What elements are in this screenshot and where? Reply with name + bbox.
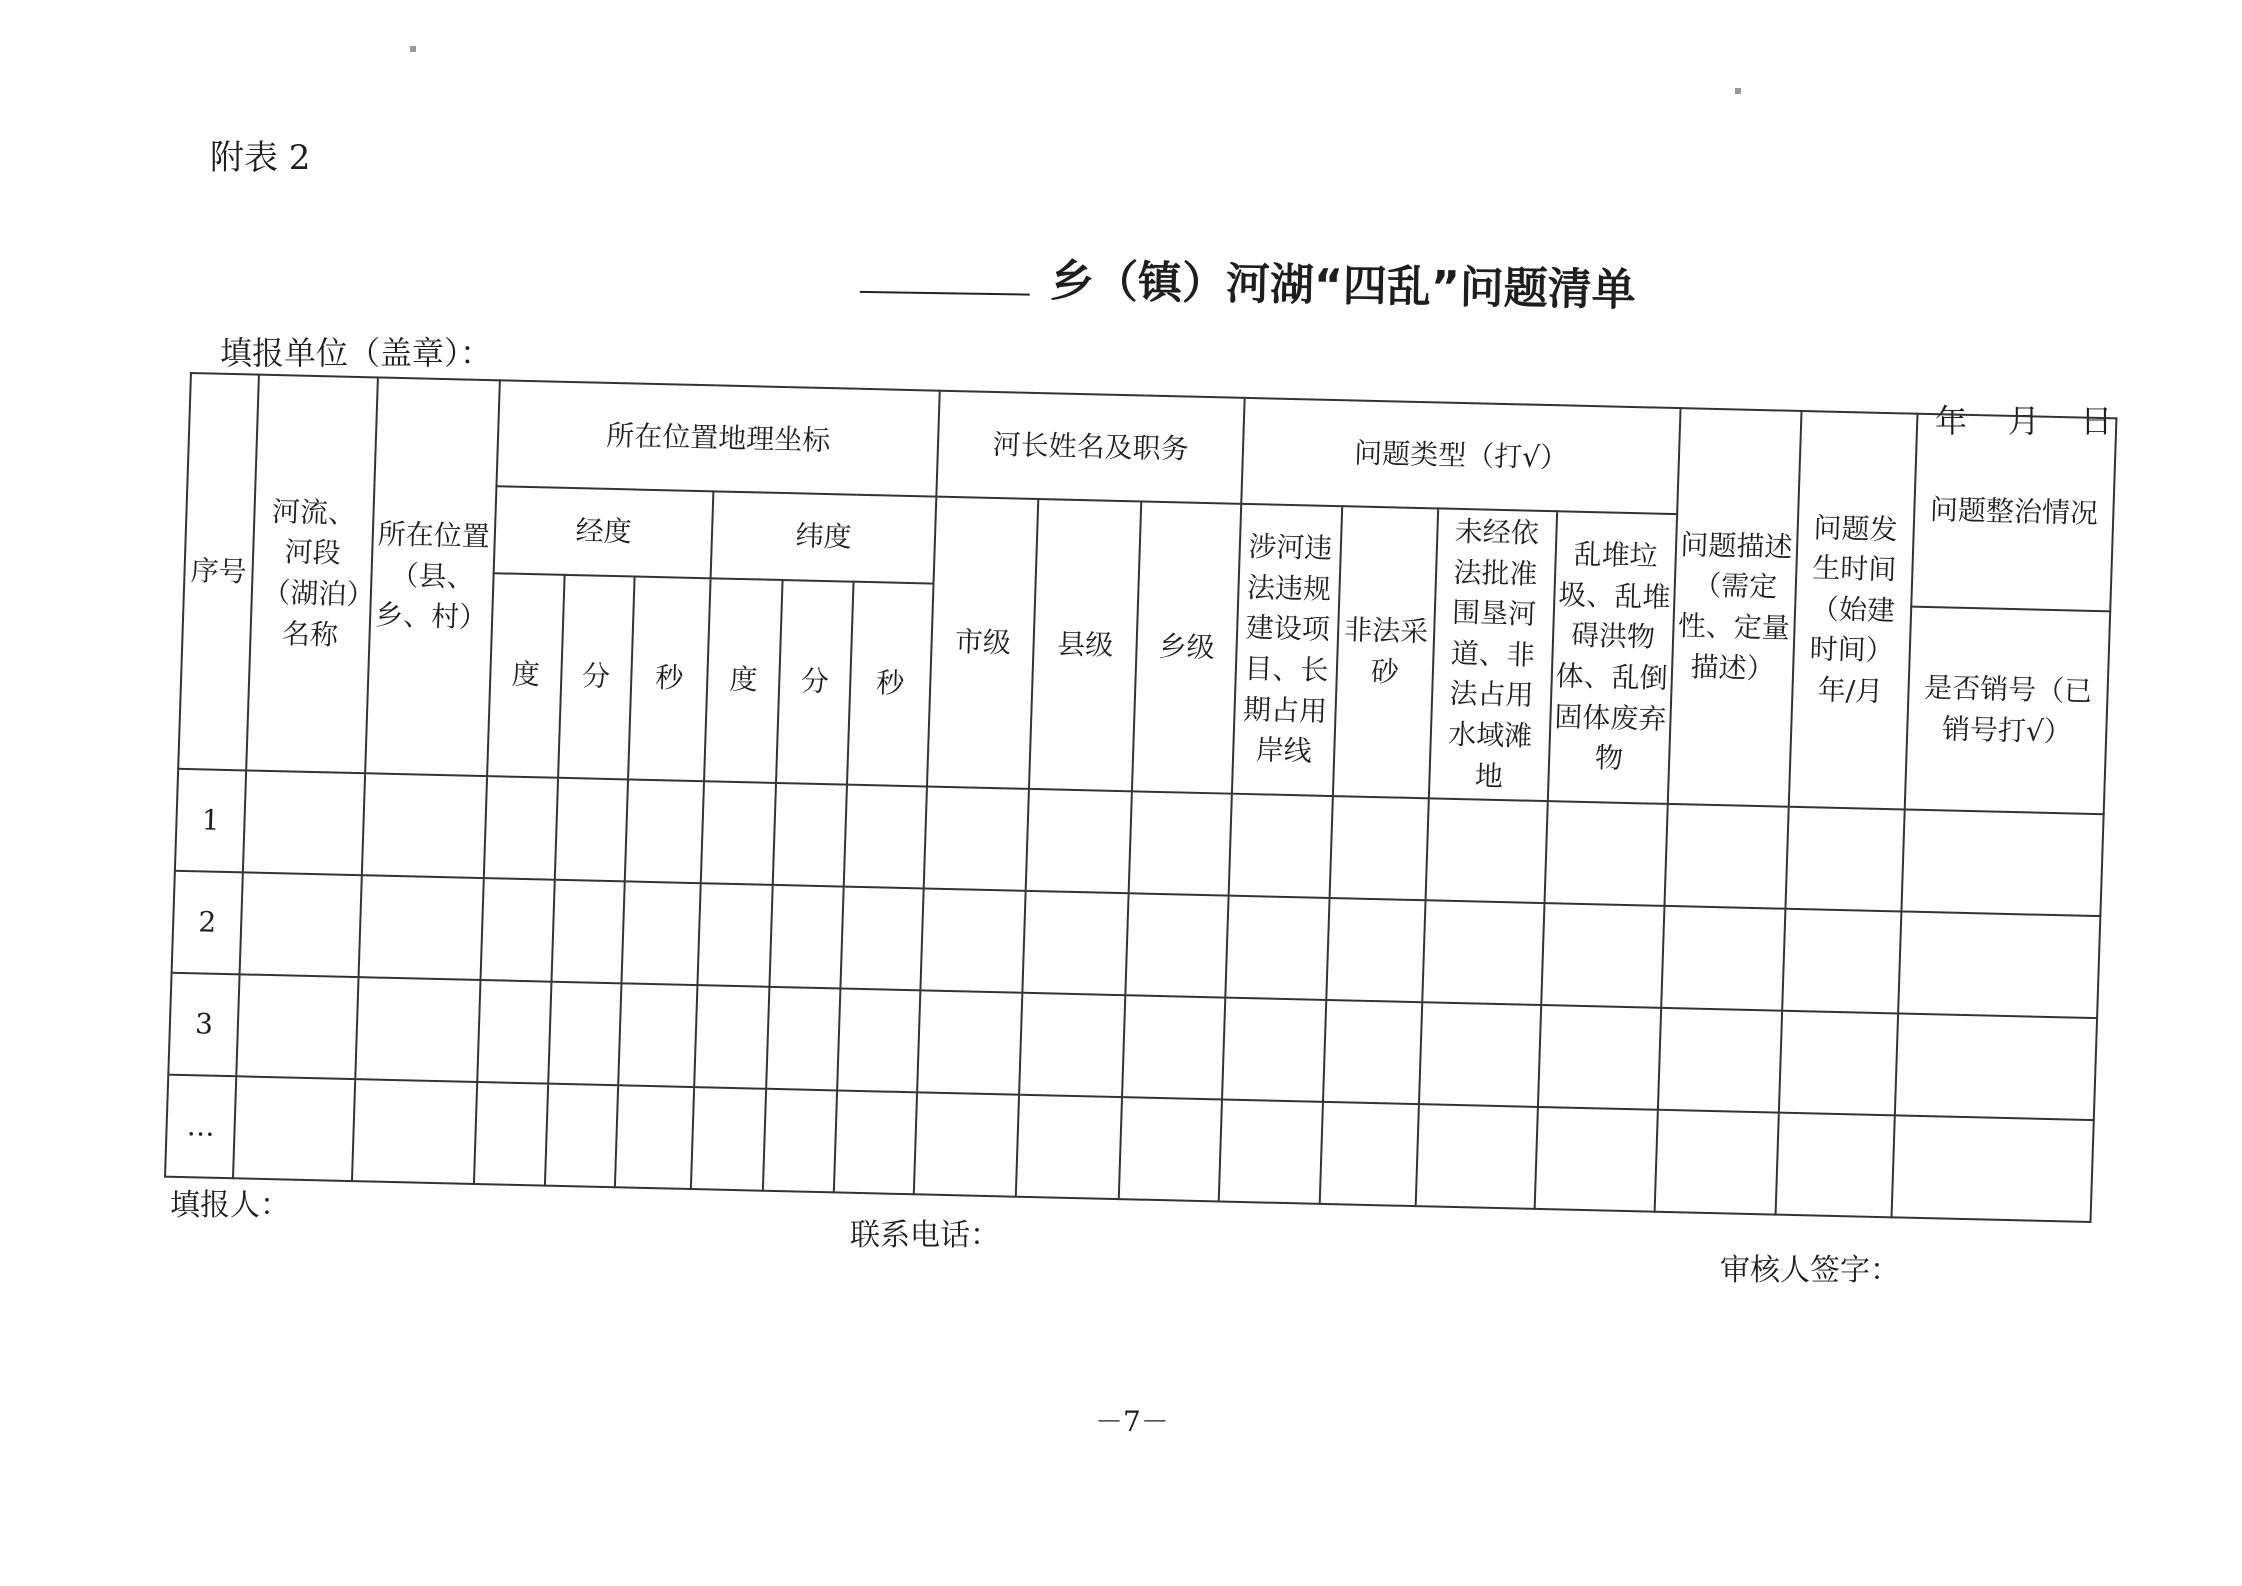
table-cell[interactable] [484, 776, 558, 880]
table-cell[interactable] [362, 773, 488, 878]
contact-phone-label: 联系电话： [850, 1218, 1000, 1253]
table-cell[interactable] [1416, 1104, 1538, 1209]
table-cell[interactable] [243, 771, 365, 876]
filler-signature-label: 填报人： [170, 1188, 290, 1223]
header-lat-minute: 分 [776, 580, 853, 785]
table-cell[interactable] [481, 878, 555, 982]
row-number: 3 [168, 973, 240, 1077]
row-number: 1 [175, 769, 247, 873]
table-cell[interactable] [548, 982, 622, 1086]
table-cell[interactable] [1895, 1014, 2097, 1121]
table-cell[interactable] [621, 882, 701, 986]
table-cell[interactable] [767, 987, 841, 1091]
table-cell[interactable] [1785, 807, 1905, 912]
date-line: 年 月 日 [1935, 402, 2113, 440]
table-cell[interactable] [840, 887, 924, 991]
header-geo-coordinates: 所在位置地理坐标 [497, 380, 940, 496]
table-cell[interactable] [625, 780, 705, 884]
table-cell[interactable] [551, 880, 625, 984]
header-type-illegal-sand-mining: 非法采砂 [1333, 506, 1439, 798]
header-seq: 序号 [178, 373, 259, 771]
document-title [860, 242, 1637, 318]
table-cell[interactable] [477, 980, 551, 1084]
header-type-dumping: 乱堆垃圾、乱堆碍洪物体、乱倒固体废弃物 [1547, 511, 1677, 804]
table-cell[interactable] [240, 873, 362, 978]
table-cell[interactable] [1544, 801, 1668, 906]
table-cell[interactable] [1898, 912, 2100, 1019]
row-number: 2 [172, 871, 244, 975]
filling-unit-label: 填报单位（盖章）： [220, 334, 493, 372]
table-cell[interactable] [352, 1079, 478, 1184]
table-cell[interactable] [1323, 1000, 1423, 1104]
table-cell[interactable] [691, 1087, 767, 1191]
problem-table-container [164, 372, 2117, 1223]
table-cell[interactable] [694, 985, 770, 1089]
header-remediation: 问题整治情况 [1911, 414, 2116, 612]
table-cell[interactable] [1658, 1008, 1782, 1113]
table-cell[interactable] [843, 785, 927, 889]
table-cell[interactable] [237, 974, 359, 1079]
table-cell[interactable] [924, 787, 1030, 891]
table-cell[interactable] [1419, 1002, 1541, 1107]
header-type-reclamation: 未经依法批准围垦河道、非法占用水域滩地 [1429, 508, 1557, 801]
header-lon-second: 秒 [628, 577, 711, 782]
header-lat-second: 秒 [847, 582, 934, 787]
header-location: 所在位置（县、乡、村） [365, 377, 500, 776]
table-cell[interactable] [1655, 1110, 1779, 1215]
table-cell[interactable] [1538, 1005, 1662, 1110]
reviewer-signature-label: 审核人签字： [1720, 1253, 1900, 1288]
table-cell[interactable] [763, 1089, 837, 1193]
table-cell[interactable] [1026, 789, 1132, 893]
problem-list-table [164, 372, 2117, 1223]
table-cell[interactable] [1775, 1113, 1895, 1218]
header-description: 问题描述（需定性、定量描述） [1668, 408, 1801, 807]
table-cell[interactable] [615, 1085, 695, 1189]
table-cell[interactable] [917, 991, 1023, 1095]
table-cell[interactable] [1534, 1107, 1658, 1212]
header-cancelled: 是否销号（已销号打√） [1905, 607, 2110, 815]
header-river-chief: 河长姓名及职务 [936, 391, 1245, 504]
page-number: －7－ [1095, 1405, 1169, 1438]
table-cell[interactable] [1661, 906, 1785, 1011]
table-cell[interactable] [1023, 891, 1129, 995]
table-cell[interactable] [1326, 898, 1426, 1002]
table-cell[interactable] [618, 983, 698, 1087]
table-cell[interactable] [837, 989, 921, 1093]
header-occurrence-time: 问题发生时间（始建时间）年/月 [1788, 411, 1917, 810]
table-cell[interactable] [1426, 798, 1548, 903]
table-cell[interactable] [474, 1082, 548, 1186]
scan-speck [1735, 88, 1741, 94]
header-lat-degree: 度 [704, 578, 783, 783]
table-cell[interactable] [1222, 998, 1326, 1102]
table-cell[interactable] [833, 1091, 917, 1195]
table-cell[interactable] [770, 885, 844, 989]
table-cell[interactable] [1541, 903, 1665, 1008]
township-blank-line [860, 290, 1030, 296]
header-longitude: 经度 [494, 486, 714, 578]
table-cell[interactable] [1329, 796, 1429, 900]
table-cell[interactable] [1778, 1011, 1898, 1116]
table-cell[interactable] [1129, 791, 1233, 895]
table-cell[interactable] [1229, 794, 1333, 898]
table-cell[interactable] [1226, 896, 1330, 1000]
table-cell[interactable] [698, 883, 774, 987]
scan-speck [410, 46, 416, 52]
table-cell[interactable] [1020, 993, 1126, 1097]
table-cell[interactable] [358, 875, 484, 980]
row-number: … [165, 1075, 237, 1179]
table-cell[interactable] [554, 778, 628, 882]
table-cell[interactable] [1125, 893, 1229, 997]
table-cell[interactable] [1119, 1097, 1223, 1201]
header-lon-degree: 度 [487, 573, 564, 778]
table-cell[interactable] [355, 977, 481, 1082]
title-text: 乡（镇）河湖“四乱”问题清单 [1049, 255, 1637, 317]
table-cell[interactable] [701, 781, 777, 885]
table-cell[interactable] [1016, 1095, 1122, 1199]
table-cell[interactable] [1319, 1102, 1419, 1206]
table-cell[interactable] [233, 1076, 355, 1181]
table-cell[interactable] [1422, 900, 1544, 1005]
attachment-label: 附表 2 [210, 138, 311, 178]
table-cell[interactable] [1782, 909, 1902, 1014]
table-cell[interactable] [773, 783, 847, 887]
header-county-level: 县级 [1029, 499, 1141, 791]
header-type-illegal-construction: 涉河违法违规建设项目、长期占用岸线 [1232, 504, 1342, 796]
table-cell[interactable] [914, 1092, 1020, 1196]
table-cell[interactable] [1219, 1100, 1323, 1204]
header-lon-minute: 分 [558, 575, 635, 780]
header-township-level: 乡级 [1132, 501, 1242, 793]
table-cell[interactable] [544, 1084, 618, 1188]
table-cell[interactable] [1665, 804, 1789, 909]
header-river-name: 河流、河段（湖泊）名称 [246, 375, 377, 774]
header-problem-type: 问题类型（打√） [1242, 398, 1681, 514]
header-city-level: 市级 [927, 497, 1039, 789]
table-cell[interactable] [1122, 995, 1226, 1099]
table-cell[interactable] [920, 889, 1026, 993]
header-latitude: 纬度 [711, 491, 937, 583]
table-cell[interactable] [1892, 1116, 2094, 1223]
table-cell[interactable] [1901, 810, 2103, 917]
